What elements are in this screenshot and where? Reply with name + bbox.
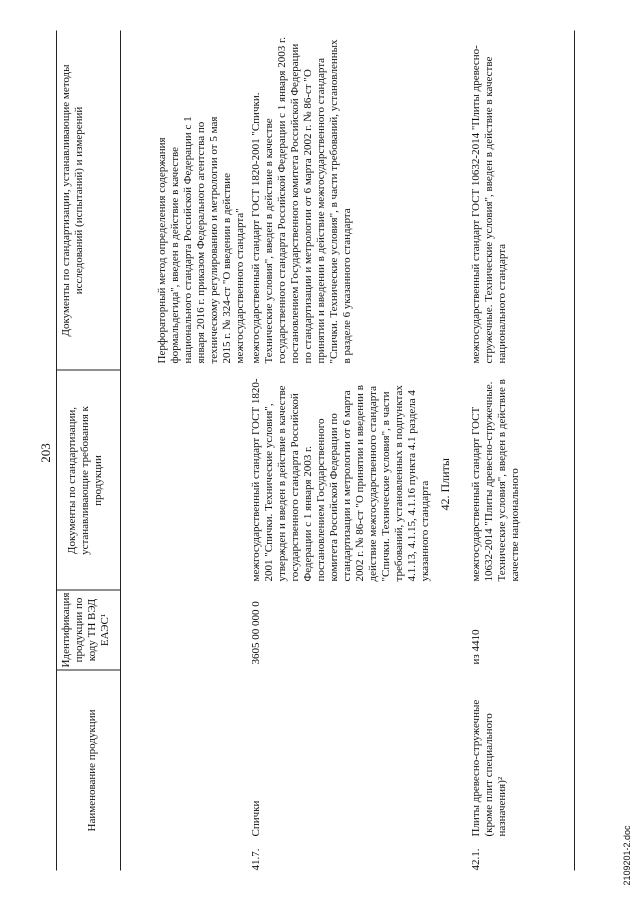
row-41-7-code: 3605 00 000 0 [250, 600, 262, 664]
document-id: 2109201-2.doc [622, 824, 632, 885]
header-divider-2 [56, 589, 120, 590]
row-42-1-name: Плиты древесно-стружечные (кроме плит специального назначения)² [470, 699, 508, 836]
section-heading: 42. Плиты [438, 457, 452, 510]
row-42-1-number: 42.1. [470, 848, 482, 870]
row-41-7-methods: межгосударственный стандарт ГОСТ 1820-2001 "Спички. Технические условия", введен в действие в качестве государственного стандарта Российской Федерации с 1 января 2003 г. постановлением Государственного комитета Российской Федерации по стандартизации и метрологии от 6 марта 2002 г. № 86-ст "О принятии и введении в действие межгосударственного стандарта "Спички. Технические условия", в части требований, установленных в разделе 6 указанного стандарта [250, 36, 353, 363]
header-product-name: Наименование продукции [86, 709, 98, 831]
header-tnved-code: Идентификация продукции по коду ТН ВЭД ЕАЭС¹ [60, 592, 111, 667]
page-number: 203 [38, 442, 53, 463]
row-42-1-methods: межгосударственный стандарт ГОСТ 10632-2014 "Плиты древесно-стружечные. Технические условия", введен в действие в качестве национального стандарта [470, 44, 508, 363]
row-42-1-code: из 4410 [470, 629, 482, 664]
row-41-7-number: 41.7. [250, 848, 262, 870]
header-bottom-rule [120, 30, 121, 870]
row-41-7-requirements: межгосударственный стандарт ГОСТ 1820-2001 "Спички. Технические условия", утвержден и введен в действие в качестве государственного стандарта Российской Федерации с 1 января 2003 г. постановлением Государственного комитета Российской Федерации по стандартизации и метрологии от 6 марта 2002 г. № 86-ст "О принятии и введении в действие межгосударственного стандарта "Спички. Технические условия", в части требований, установленных в подпунктах 4.1.13, 4.1.15, 4.1.16 пункта 4.1 раздела 4 указанного стандарта [250, 377, 431, 581]
header-divider-3 [56, 369, 120, 370]
table-top-rule [56, 30, 57, 870]
table-bottom-rule [574, 30, 575, 870]
standards-table [56, 30, 576, 870]
header-methods-docs: Документы по стандартизации, устанавливающие методы исследований (испытаний) и измерений [60, 63, 85, 337]
header-divider-1 [56, 669, 120, 670]
header-requirements-docs: Документы по стандартизации, устанавливающие требования к продукции [66, 405, 104, 555]
row-continuation-methods: Перфораторный метод определения содержания формальдегида", введен в действие в качестве национального стандарта Российской Федерации с 1 января 2016 г. приказом Федерального агентства по техническому регулированию и метрологии от 5 мая 2015 г. № 324-ст "О введении в действие межгосударственного стандарта" [156, 115, 246, 363]
row-42-1-requirements: межгосударственный стандарт ГОСТ 10632-2014 "Плиты древесно-стружечные. Технические условия", введен в действие в качестве национального [470, 378, 521, 581]
row-41-7-name: Спички [250, 800, 262, 836]
